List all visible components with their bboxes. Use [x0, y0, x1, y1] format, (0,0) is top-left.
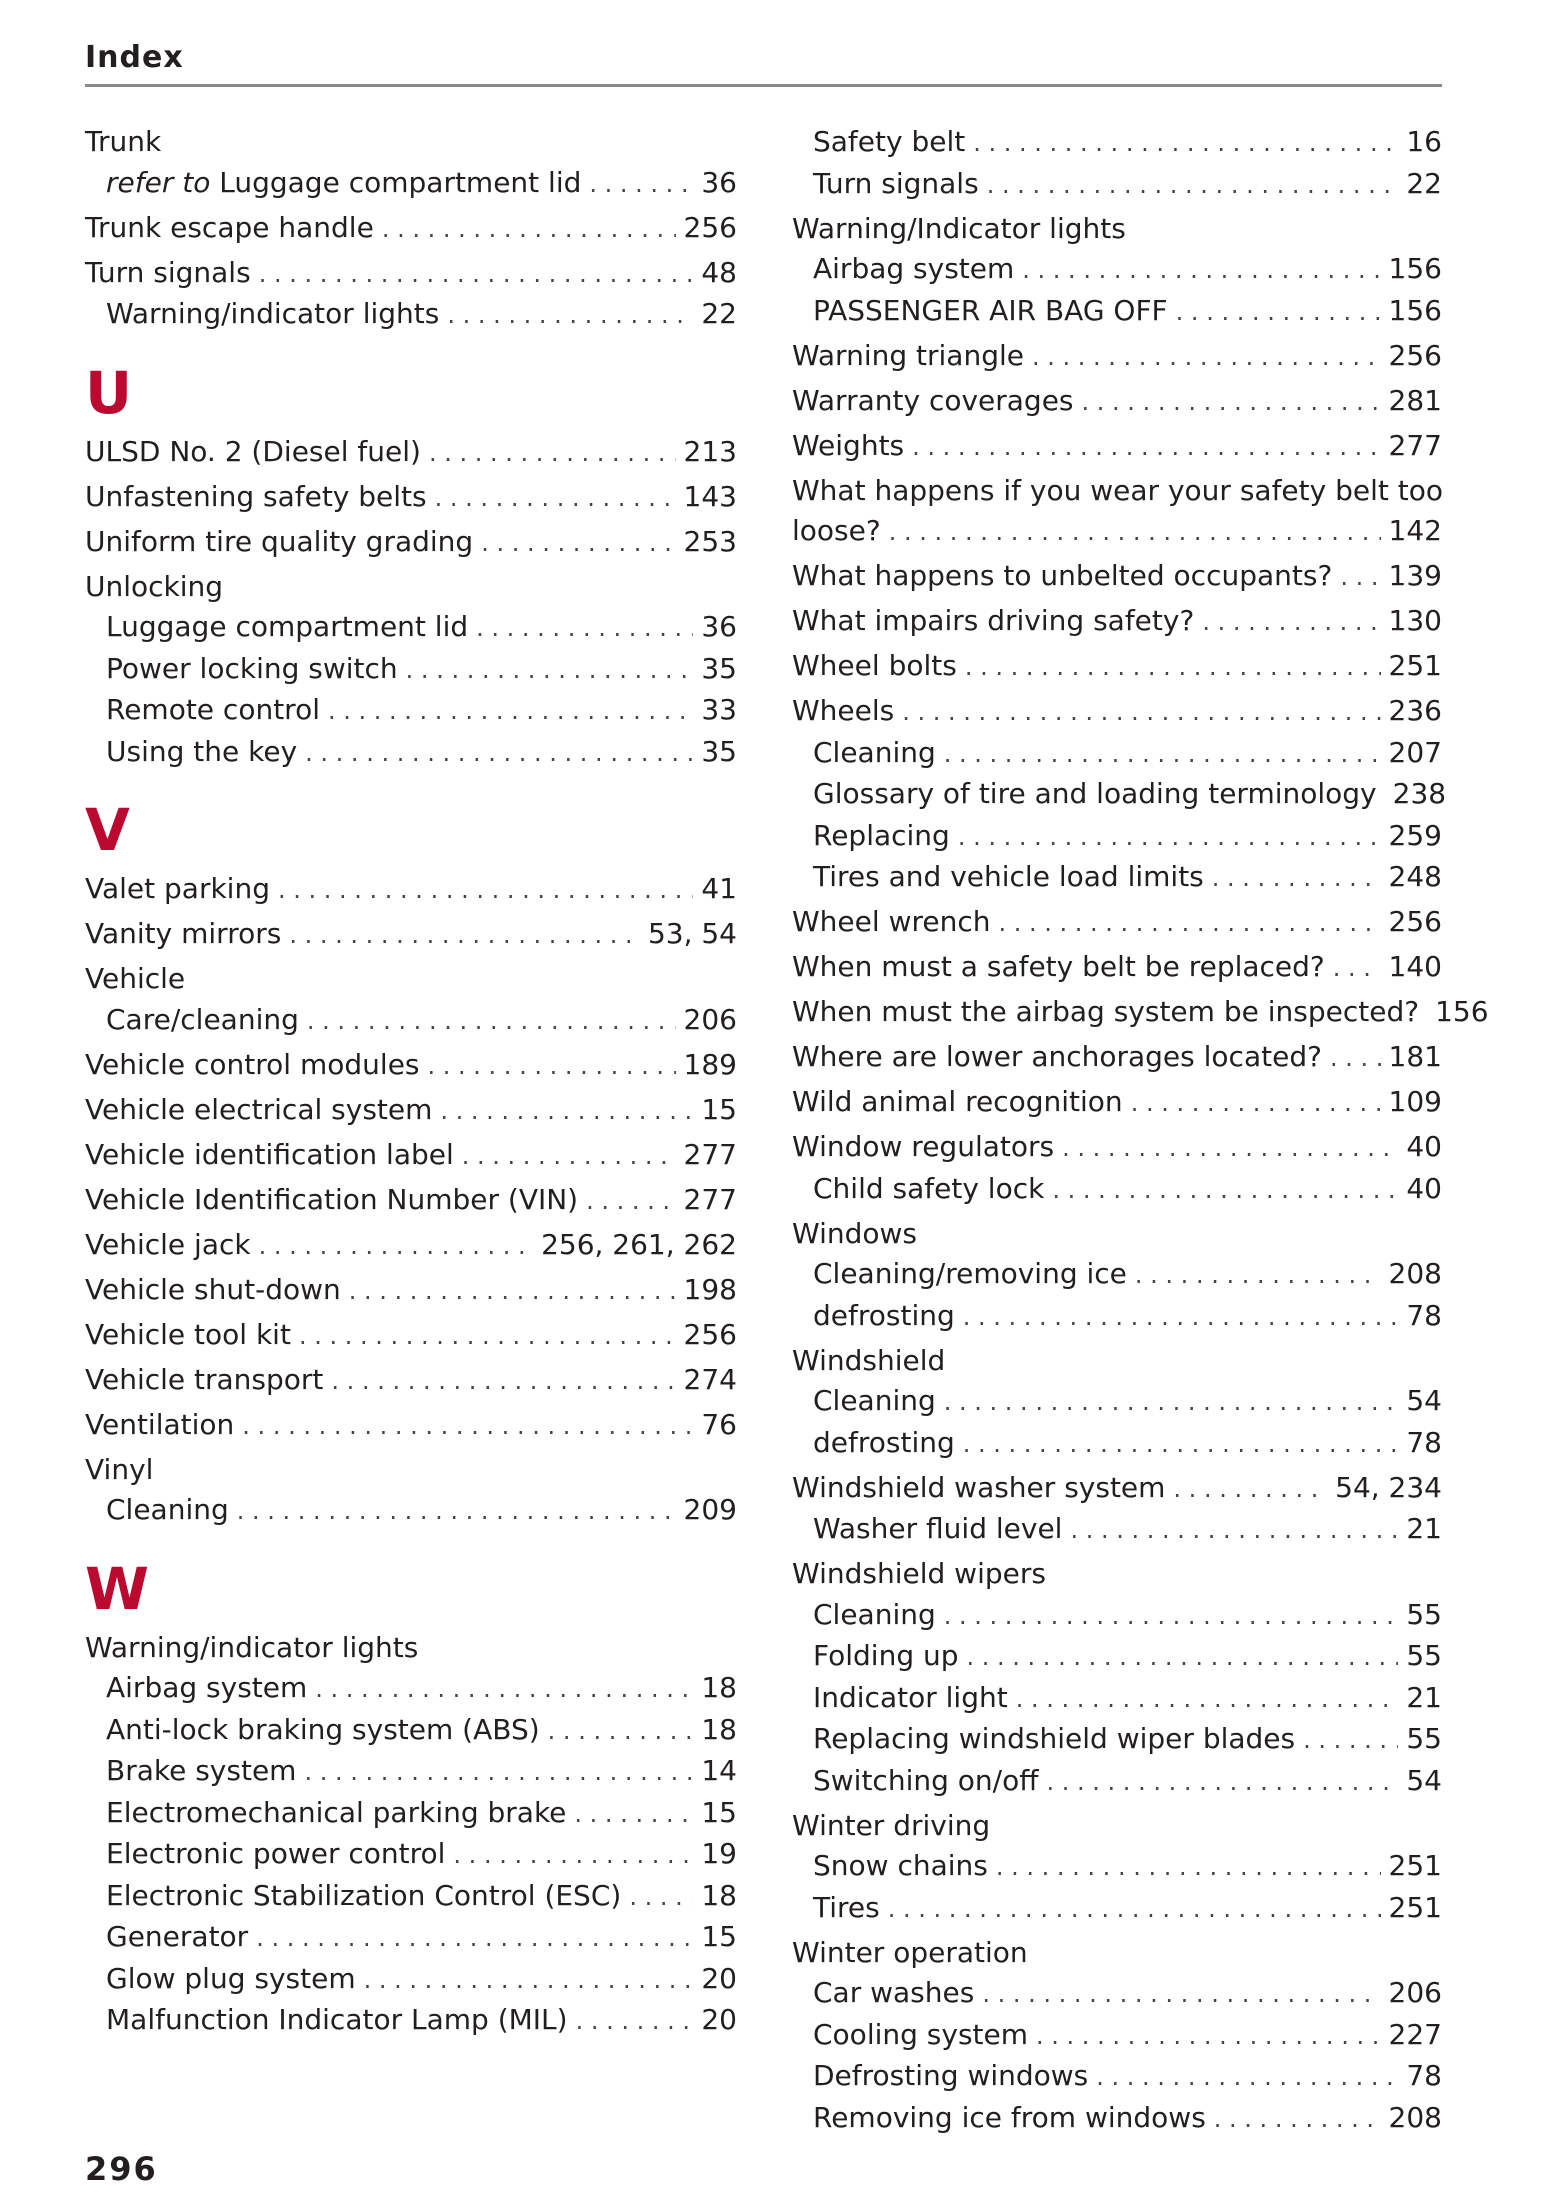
leader-dots: [574, 1794, 693, 1835]
index-subentry: Cleaning . . . 209: [85, 1490, 737, 1532]
index-subentry: Electromechanical parking brake . . . 15: [85, 1793, 737, 1835]
index-entry: When must a safety belt be replaced? . . . 140: [792, 947, 1442, 989]
index-subentry: Washer fluid level . . . 21: [792, 1509, 1442, 1551]
index-subentry: Switching on/off . . . 54: [792, 1761, 1442, 1803]
index-subentry: Electronic Stabilization Control (ESC) . . . 18: [85, 1876, 737, 1918]
index-entry: Winter operation: [792, 1935, 1028, 1969]
leader-dots: [1032, 337, 1381, 378]
leader-dots: [304, 1752, 693, 1793]
page-reference: 36: [701, 610, 737, 643]
page-reference: 40: [1406, 1171, 1442, 1205]
index-subentry: Cooling system . . . 227: [792, 2015, 1442, 2057]
page-reference: 109: [1388, 1085, 1442, 1118]
leader-dots: [428, 1046, 676, 1087]
page-reference: 251: [1388, 649, 1442, 682]
index-subentry: Turn signals . . . 22: [792, 164, 1442, 206]
index-subentry: Malfunction Indicator Lamp (MIL) . . . 20: [85, 2000, 737, 2042]
page-reference: 140: [1388, 950, 1442, 983]
index-entry: Vehicle control modules . . . 189: [85, 1045, 737, 1087]
page-reference: 55: [1406, 1722, 1442, 1755]
page-reference: 208: [1388, 1257, 1442, 1290]
leader-dots: [331, 1361, 675, 1402]
leader-dots: [1212, 858, 1381, 899]
page-reference: 53, 54: [647, 917, 737, 950]
leader-dots: [1214, 2099, 1381, 2140]
page-reference: 208: [1388, 2100, 1442, 2134]
index-subentry: Replacing . . . 259: [792, 816, 1442, 858]
leader-dots: [973, 123, 1398, 164]
page-reference: 33: [701, 693, 737, 726]
index-entry: What happens if you wear your safety belt too: [792, 473, 1443, 507]
index-entry: Windshield wipers: [792, 1557, 1046, 1590]
page-reference: 156: [1388, 252, 1442, 285]
page-reference: 238: [1392, 777, 1447, 810]
page-reference: 78: [1406, 2059, 1442, 2092]
leader-dots: [259, 254, 694, 295]
index-subentry: refer to Luggage compartment lid . . . 36: [85, 163, 737, 205]
page-title: Index: [85, 40, 184, 75]
index-entry: Vehicle identification label . . . 277: [85, 1135, 737, 1177]
page-reference: 54: [1406, 1763, 1442, 1797]
page-reference: 20: [701, 1961, 737, 1995]
index-entry: Warranty coverages . . . 281: [792, 381, 1442, 423]
index-subentry: Glow plug system . . . 20: [85, 1959, 737, 2001]
index-entry: Where are lower anchorages located? . . . 181: [792, 1037, 1442, 1079]
leader-dots: [1131, 1083, 1381, 1124]
leader-dots: [259, 1226, 533, 1267]
index-entry: Vanity mirrors . . . 53, 54: [85, 914, 737, 956]
leader-dots: [382, 209, 676, 250]
leader-dots: [315, 1669, 693, 1710]
page-reference: 15: [701, 1920, 737, 1953]
index-entry: ULSD No. 2 (Diesel fuel) . . . 213: [85, 432, 737, 474]
index-subentry: Glossary of tire and loading terminology 238: [792, 774, 1442, 816]
leader-dots: [902, 692, 1380, 733]
page-reference: 139: [1388, 559, 1442, 592]
page-reference: 40: [1406, 1130, 1442, 1163]
leader-dots: [476, 608, 693, 649]
leader-dots: [305, 733, 693, 774]
page-reference: 35: [701, 734, 737, 768]
page-reference: 35: [701, 651, 737, 685]
page-reference: 78: [1406, 1298, 1442, 1332]
index-subentry: defrosting . . . 78: [792, 1423, 1442, 1465]
leader-dots: [256, 1918, 693, 1959]
page-reference: 181: [1388, 1040, 1442, 1073]
index-subentry: PASSENGER AIR BAG OFF . . . 156: [792, 291, 1442, 333]
leader-dots: [1202, 602, 1380, 643]
index-subentry: Car washes . . . 206: [792, 1973, 1442, 2015]
index-subentry: Care/cleaning . . . 206: [85, 1000, 737, 1042]
leader-dots: [982, 1974, 1380, 2015]
leader-dots: [965, 647, 1381, 688]
index-subentry: Safety belt . . . 16: [792, 122, 1442, 164]
page-reference: 18: [701, 1878, 737, 1912]
leader-dots: [1096, 2057, 1398, 2098]
page-reference: 207: [1388, 735, 1442, 769]
page-reference: 277: [683, 1137, 737, 1171]
leader-dots: [453, 1835, 693, 1876]
section-letter-w: W: [85, 1554, 149, 1623]
page-reference: 274: [683, 1362, 737, 1396]
page-reference: 20: [701, 2003, 737, 2036]
leader-dots: [589, 164, 693, 205]
leader-dots: [1333, 948, 1381, 989]
leader-dots: [1047, 1762, 1399, 1803]
index-entry: Ventilation . . . 76: [85, 1405, 737, 1447]
leader-dots: [944, 1596, 1399, 1637]
page-reference: 130: [1388, 604, 1442, 637]
leader-dots: [889, 512, 1381, 553]
page-reference: 156: [1435, 995, 1489, 1028]
index-entry: Unfastening safety belts . . . 143: [85, 477, 737, 519]
index-entry: Vehicle transport . . . 274: [85, 1360, 737, 1402]
index-subentry: Remote control . . . 33: [85, 690, 737, 732]
section-letter-u: U: [85, 358, 133, 427]
leader-dots: [967, 1637, 1399, 1678]
index-subentry: Cleaning . . . 55: [792, 1595, 1442, 1637]
index-entry: Warning/indicator lights: [85, 1630, 419, 1664]
index-entry: Wheels . . . 236: [792, 691, 1442, 733]
page-reference: 41: [701, 872, 737, 905]
index-subentry: Folding up . . . 55: [792, 1636, 1442, 1678]
leader-dots: [629, 1877, 693, 1918]
index-entry: Turn signals . . . 48: [85, 253, 737, 295]
index-entry-continuation: loose? . . . 142: [792, 511, 1442, 553]
leader-dots: [888, 1889, 1381, 1930]
leader-dots: [548, 1711, 694, 1752]
index-entry: When must the airbag system be inspected? 156: [792, 992, 1442, 1034]
leader-dots: [1135, 1255, 1381, 1296]
page-reference: 78: [1406, 1425, 1442, 1459]
leader-dots: [440, 1091, 693, 1132]
leader-dots: [912, 427, 1380, 468]
page-reference: 256, 261, 262: [541, 1227, 737, 1261]
leader-dots: [289, 915, 640, 956]
index-subentry: Anti-lock braking system (ABS) . . . 18: [85, 1710, 737, 1752]
index-subentry: Using the key . . . 35: [85, 732, 737, 774]
page-reference: 277: [683, 1182, 737, 1216]
leader-dots: [307, 1001, 676, 1042]
leader-dots: [462, 1136, 676, 1177]
index-entry: Vehicle shut-down . . . 198: [85, 1270, 737, 1312]
index-entry: Vehicle tool kit . . . 256: [85, 1315, 737, 1357]
leader-dots: [429, 433, 676, 474]
page-reference: 189: [683, 1047, 737, 1081]
index-subentry: Airbag system . . . 156: [792, 249, 1442, 291]
index-entry: What happens to unbelted occupants? . . . 139: [792, 556, 1442, 598]
index-subentry: defrosting . . . 78: [792, 1296, 1442, 1338]
index-subentry: Electronic power control . . . 19: [85, 1834, 737, 1876]
leader-dots: [1340, 557, 1380, 598]
index-column-right: [792, 122, 1489, 2139]
index-entry: Warning triangle . . . 256: [792, 336, 1442, 378]
leader-dots: [944, 734, 1381, 775]
page-reference: 198: [683, 1272, 737, 1306]
index-subentry: Power locking switch . . . 35: [85, 649, 737, 691]
page-reference: 55: [1406, 1639, 1442, 1672]
leader-dots: [278, 870, 693, 911]
leader-dots: [963, 1297, 1399, 1338]
page-reference: 14: [701, 1754, 737, 1787]
index-entry: Weights . . . 277: [792, 426, 1442, 468]
section-letter-v: V: [85, 796, 130, 864]
index-entry: Window regulators . . . 40: [792, 1127, 1442, 1169]
leader-dots: [242, 1406, 693, 1447]
index-entry: Wheel wrench . . . 256: [792, 902, 1442, 944]
page-reference: 15: [701, 1795, 737, 1829]
index-entry: Vehicle electrical system . . . 15: [85, 1090, 737, 1132]
leader-dots: [299, 1316, 676, 1357]
page-reference: 213: [683, 434, 737, 468]
index-subentry: Cleaning . . . 207: [792, 733, 1442, 775]
index-entry: Vehicle: [85, 962, 186, 995]
index-subentry: Cleaning . . . 54: [792, 1381, 1442, 1423]
leader-dots: [435, 478, 676, 519]
page-reference: 16: [1406, 125, 1442, 158]
index-entry: Valet parking . . . 41: [85, 869, 737, 911]
index-subentry: Tires and vehicle load limits . . . 248: [792, 857, 1442, 899]
page-reference: 256: [683, 210, 737, 244]
page-reference: 259: [1388, 818, 1442, 852]
index-subentry: Indicator light . . . 21: [792, 1678, 1442, 1720]
index-entry: Windows: [792, 1216, 917, 1250]
index-entry: Trunk escape handle . . . 256: [85, 208, 737, 250]
index-subentry: Generator . . . 15: [85, 1917, 737, 1959]
leader-dots: [406, 650, 694, 691]
leader-dots: [1082, 382, 1381, 423]
page-reference: 236: [1388, 694, 1442, 727]
leader-dots: [944, 1382, 1399, 1423]
page-reference: 251: [1388, 1849, 1442, 1882]
page-reference: 19: [701, 1837, 737, 1870]
leader-dots: [328, 691, 693, 732]
index-subentry: Removing ice from windows . . . 208: [792, 2098, 1442, 2140]
index-subentry: Luggage compartment lid . . . 36: [85, 607, 737, 649]
index-subentry: Brake system . . . 14: [85, 1751, 737, 1793]
page-reference: 227: [1388, 2017, 1442, 2051]
index-entry: Wild animal recognition . . . 109: [792, 1082, 1442, 1124]
index-entry: Vinyl: [85, 1452, 154, 1486]
leader-dots: [1303, 1720, 1398, 1761]
index-entry: Unlocking: [85, 569, 224, 603]
page-reference: 281: [1388, 383, 1442, 417]
index-subentry: Tires . . . 251: [792, 1888, 1442, 1930]
page-reference: 156: [1388, 293, 1442, 327]
leader-dots: [996, 1847, 1381, 1888]
header-divider: [85, 84, 1442, 87]
leader-dots: [237, 1491, 676, 1532]
page-reference: 206: [683, 1002, 737, 1036]
leader-dots: [1173, 1469, 1327, 1510]
leader-dots: [1070, 1510, 1398, 1551]
index-entry: Vehicle Identification Number (VIN) . . . 277: [85, 1180, 737, 1222]
page-reference: 256: [683, 1317, 737, 1351]
leader-dots: [987, 165, 1399, 206]
leader-dots: [349, 1271, 676, 1312]
index-entry: What impairs driving safety? . . . 130: [792, 601, 1442, 643]
page-reference: 143: [683, 479, 737, 513]
page-reference: 18: [701, 1712, 737, 1746]
page-reference: 48: [701, 255, 737, 289]
leader-dots: [998, 903, 1380, 944]
index-entry: Wheel bolts . . . 251: [792, 646, 1442, 688]
page-reference: 277: [1388, 428, 1442, 462]
page-reference: 256: [1388, 338, 1442, 372]
leader-dots: [1062, 1128, 1398, 1169]
page-reference: 253: [683, 524, 737, 558]
index-subentry: Defrosting windows . . . 78: [792, 2056, 1442, 2098]
leader-dots: [1036, 2016, 1381, 2057]
refer-prefix: refer to: [106, 165, 211, 199]
leader-dots: [576, 2001, 694, 2042]
index-entry: Trunk: [85, 125, 162, 158]
page-reference: 18: [701, 1671, 737, 1704]
index-entry: Vehicle jack . . . 256, 261, 262: [85, 1225, 737, 1267]
leader-dots: [958, 817, 1381, 858]
page-reference: 248: [1388, 860, 1442, 893]
leader-dots: [1016, 1679, 1399, 1720]
page-reference: 206: [1388, 1976, 1442, 2009]
page-reference: 21: [1406, 1512, 1442, 1545]
index-entry: Windshield washer system . . . 54, 234: [792, 1468, 1442, 1510]
page-reference: 15: [701, 1092, 737, 1126]
leader-dots: [1052, 1170, 1398, 1211]
index-subentry: Child safety lock . . . 40: [792, 1169, 1442, 1211]
index-subentry: Replacing windshield wiper blades . . . 55: [792, 1719, 1442, 1761]
refer-target: Luggage compartment lid: [219, 165, 582, 199]
index-subentry: Warning/indicator lights . . . 22: [85, 294, 737, 336]
leader-dots: [364, 1960, 694, 2001]
index-entry: Warning/Indicator lights: [792, 211, 1126, 245]
page-reference: 256: [1388, 905, 1442, 938]
page-reference: 21: [1406, 1680, 1442, 1714]
leader-dots: [1022, 250, 1380, 291]
index-column-left: [85, 122, 737, 2042]
leader-dots: [1176, 292, 1381, 333]
leader-dots: [963, 1424, 1399, 1465]
index-entry: Winter driving: [792, 1808, 991, 1842]
leader-dots: [481, 523, 675, 564]
page-reference: 251: [1388, 1890, 1442, 1924]
page-reference: 22: [1406, 166, 1442, 200]
page-number: 296: [85, 2150, 158, 2188]
page-reference: 209: [683, 1493, 737, 1526]
index-subentry: Airbag system . . . 18: [85, 1668, 737, 1710]
leader-dots: [447, 295, 693, 336]
index-subentry: Snow chains . . . 251: [792, 1846, 1442, 1888]
page-reference: 55: [1406, 1597, 1442, 1631]
page-reference: 76: [701, 1407, 737, 1441]
page-reference: 54: [1406, 1384, 1442, 1417]
index-entry: Windshield: [792, 1343, 946, 1377]
index-entry: Uniform tire quality grading . . . 253: [85, 522, 737, 564]
index-subentry: Cleaning/removing ice . . . 208: [792, 1254, 1442, 1296]
leader-dots: [1330, 1038, 1381, 1079]
leader-dots: [586, 1181, 675, 1222]
